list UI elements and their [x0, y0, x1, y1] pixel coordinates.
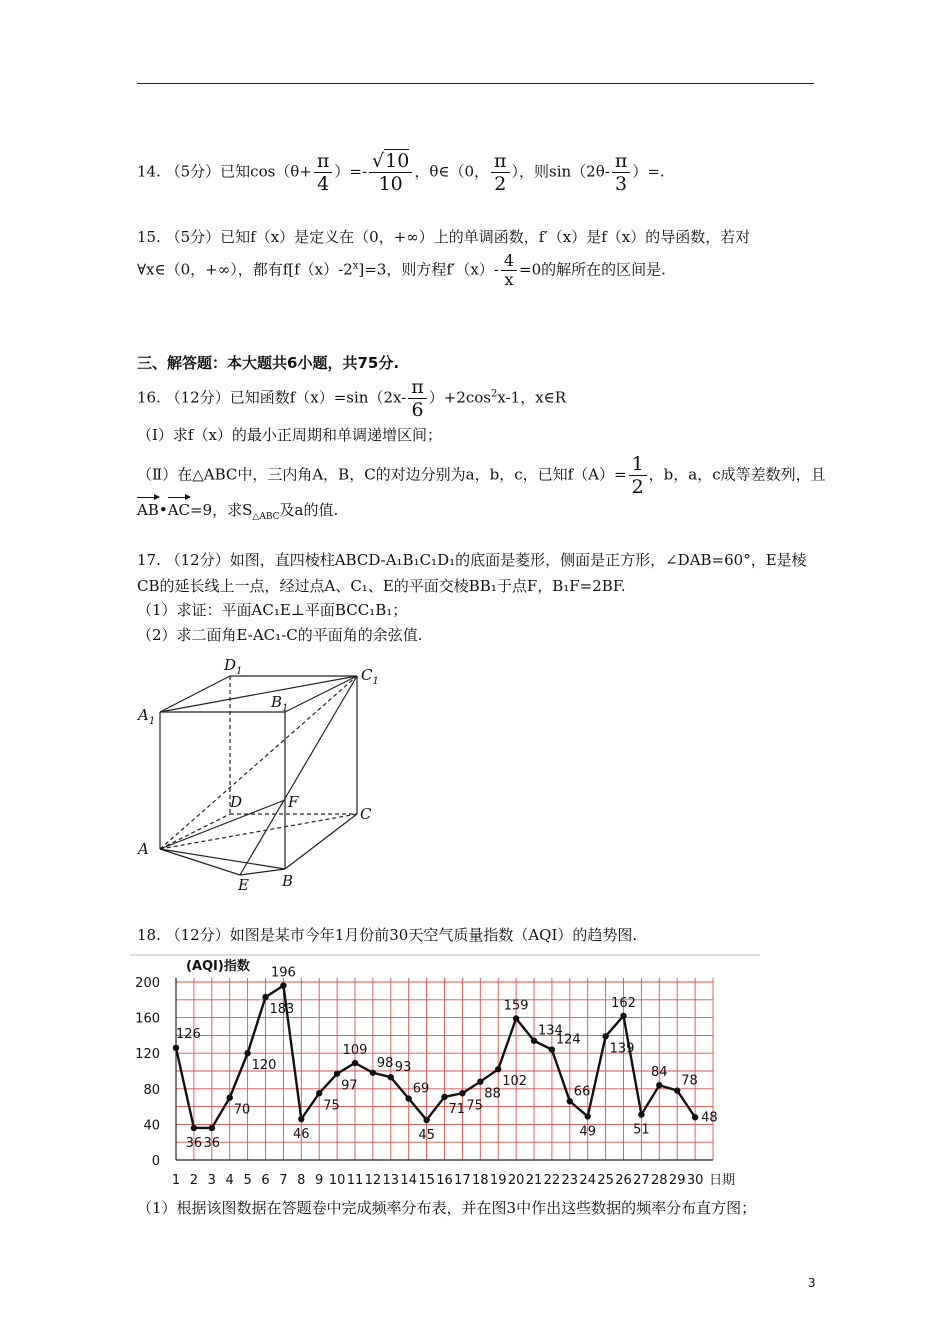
x-tick-label: 6 — [261, 1173, 270, 1188]
segment-a-e — [160, 849, 240, 875]
label-b: B — [282, 872, 294, 890]
label-b1: $B_1$ — [271, 693, 289, 714]
data-label: 124 — [555, 1032, 581, 1048]
data-label: 49 — [579, 1124, 596, 1140]
y-tick-label: 40 — [143, 1118, 160, 1134]
data-point — [620, 1013, 626, 1019]
edge-a-b — [160, 849, 285, 869]
data-point — [602, 1033, 608, 1039]
question-17-line-1: 17. （12分）如图，直四棱柱ABCD-A₁B₁C₁D₁的底面是菱形，侧面是正方形，∠DAB=60°，E是棱 — [137, 551, 807, 569]
edge-b-c — [285, 814, 357, 869]
x-tick-label: 30 — [686, 1173, 704, 1188]
data-point — [495, 1066, 501, 1072]
data-label: 45 — [418, 1127, 435, 1143]
question-16-line-1: 16. （12分）已知函数f（x）=sin（2x- $\frac{\pi}{6}$ ）$+2\cos^2x-1$，x∈R — [137, 376, 567, 421]
data-point — [638, 1111, 644, 1117]
fraction-pi-over-3: $\frac{\pi}{3}$ — [612, 150, 631, 195]
x-tick-label: 14 — [400, 1173, 417, 1188]
x-tick-label: 26 — [615, 1173, 632, 1188]
data-label: 36 — [203, 1135, 221, 1151]
question-16-part-1: （Ⅰ）求f（x）的最小正周期和单调递增区间； — [137, 426, 442, 444]
question-15-line-1: 15. （5分）已知f（x）是定义在（0，+∞）上的单调函数，f′（x）是f（x）的导函数，若对 — [137, 228, 751, 246]
data-label: 196 — [270, 965, 296, 981]
question-17-line-2: CB的延长线上一点，经过点A、C₁、E的平面交棱BB₁于点F，B₁F=2BF. — [137, 577, 626, 595]
fraction-sqrt10-over-10: $\frac{√10}{10}$ — [369, 150, 412, 195]
x-tick-label: 16 — [436, 1173, 453, 1188]
fraction-one-half: $\frac{1}{2}$ — [629, 453, 647, 498]
data-point — [334, 1070, 340, 1076]
y-tick-label: 160 — [135, 1011, 160, 1027]
y-tick-label: 0 — [151, 1154, 160, 1169]
edge-a-d — [160, 814, 230, 849]
fraction-pi-over-2: $\frac{\pi}{2}$ — [491, 150, 510, 195]
data-point — [692, 1114, 698, 1120]
data-point — [549, 1046, 555, 1052]
data-point — [370, 1070, 376, 1076]
y-tick-label: 200 — [135, 976, 160, 991]
data-label: 69 — [412, 1081, 430, 1097]
x-tick-label: 2 — [189, 1173, 199, 1188]
data-point — [388, 1074, 394, 1080]
data-point — [262, 994, 268, 1000]
x-tick-label: 21 — [525, 1173, 543, 1188]
data-label: 126 — [176, 1026, 201, 1042]
label-a1: $A_1$ — [138, 706, 156, 727]
data-label: 88 — [484, 1086, 501, 1102]
data-label: 102 — [502, 1074, 528, 1090]
x-tick-label: 22 — [543, 1173, 561, 1188]
y-axis-label: (AQI)指数 — [186, 959, 250, 974]
question-18-part-1: （1）根据该图数据在答题卷中完成频率分布表，并在图3中作出这些数据的频率分布直方图； — [137, 1199, 757, 1217]
x-tick-label: 11 — [346, 1173, 364, 1188]
data-point — [209, 1125, 215, 1131]
fraction-pi-over-6: $\frac{\pi}{6}$ — [408, 376, 427, 421]
x-tick-label: 15 — [418, 1173, 435, 1188]
data-label: 36 — [185, 1135, 203, 1151]
x-tick-label: 24 — [579, 1173, 596, 1188]
x-tick-label: 3 — [207, 1173, 216, 1188]
label-c: C — [360, 805, 372, 823]
x-tick-label: 10 — [328, 1173, 346, 1188]
data-point — [298, 1116, 304, 1122]
question-18-line-1: 18. （12分）如图是某市今年1月份前30天空气质量指数（AQI）的趋势图. — [137, 926, 638, 944]
question-15-line-2: ∀x∈（0，+∞），都有$f[f(x)-2^x]=3$，则方程f′（x）- $\frac{4}{x}$ =0的解所在的区间是. — [137, 251, 666, 289]
data-point — [191, 1125, 197, 1131]
x-tick-label: 8 — [297, 1173, 306, 1188]
question-16-line-4: AB•AC=9，求$S_{\triangle ABC}$及a的值. — [137, 501, 339, 522]
data-point — [656, 1082, 662, 1088]
label-c1: $C_1$ — [361, 666, 379, 687]
data-point — [227, 1095, 233, 1101]
data-label: 93 — [394, 1060, 412, 1076]
fraction-4-over-x: $\frac{4}{x}$ — [501, 252, 517, 289]
label-a: A — [138, 840, 149, 858]
question-17-part-1: （1）求证：平面AC₁E⊥平面BCC₁B₁； — [137, 601, 408, 619]
data-point — [674, 1087, 680, 1093]
x-tick-label: 13 — [382, 1173, 400, 1188]
segment-e-b — [240, 869, 285, 875]
x-tick-label: 1 — [171, 1173, 181, 1188]
data-label: 66 — [573, 1084, 591, 1100]
data-label: 78 — [681, 1073, 698, 1089]
vector-ab: AB — [137, 501, 159, 519]
data-point — [585, 1113, 591, 1119]
data-point — [441, 1094, 447, 1100]
data-label: 97 — [341, 1078, 358, 1094]
data-label: 75 — [323, 1098, 340, 1114]
data-label: 84 — [651, 1065, 668, 1081]
data-label: 109 — [342, 1042, 368, 1058]
x-tick-label: 4 — [225, 1173, 234, 1188]
data-point — [459, 1090, 465, 1096]
x-tick-label: 9 — [315, 1173, 324, 1188]
data-label: 120 — [251, 1058, 277, 1074]
prism-figure — [130, 652, 390, 897]
question-16-part-2: （Ⅱ）在△ABC中，三内角A，B，C的对边分别为a，b，c，已知f（A）= $\frac{1}{2}$ ，b，a，c成等差数列，且 — [137, 453, 826, 498]
section-3-heading: 三、解答题：本大题共6小题，共75分. — [137, 354, 400, 372]
data-label: 183 — [269, 1002, 295, 1018]
x-tick-label: 25 — [597, 1173, 614, 1188]
header-rule — [137, 83, 814, 84]
x-tick-label: 28 — [651, 1173, 668, 1188]
y-tick-label: 80 — [143, 1082, 160, 1098]
data-label: 98 — [376, 1055, 394, 1071]
label-e: E — [238, 876, 249, 894]
fraction-pi-over-4: $\frac{\pi}{4}$ — [314, 150, 333, 195]
data-point — [280, 982, 286, 988]
edge-a1-d1 — [160, 676, 230, 712]
segment-a-c1 — [160, 676, 357, 849]
data-point — [531, 1038, 537, 1044]
vector-ac: AC — [167, 501, 191, 519]
x-tick-label: 19 — [489, 1173, 507, 1188]
segment-a1-c1 — [160, 676, 357, 712]
data-label: 71 — [448, 1101, 466, 1117]
data-label: 139 — [609, 1041, 635, 1057]
data-label: 75 — [466, 1098, 483, 1114]
x-tick-label: 18 — [472, 1173, 489, 1188]
x-tick-label: 12 — [364, 1173, 382, 1188]
x-axis-label: 日期 — [709, 1173, 736, 1188]
data-label: 51 — [633, 1122, 650, 1138]
data-point — [423, 1117, 429, 1123]
x-tick-label: 29 — [668, 1173, 686, 1188]
data-point — [244, 1050, 250, 1056]
question-14: 14. （5分）已知cos（θ+ $\frac{\pi}{4}$ ）=- $\frac{√10}{10}$ ，θ∈（0， $\frac{\pi}{2}$ ），则sin（2θ- $\frac{\pi}{3}$ ）=. — [137, 150, 665, 195]
data-label: 48 — [701, 1110, 718, 1126]
data-point — [567, 1098, 573, 1104]
x-tick-label: 7 — [279, 1173, 288, 1188]
x-tick-label: 5 — [243, 1173, 252, 1188]
data-point — [406, 1095, 412, 1101]
data-point — [352, 1060, 358, 1066]
data-label: 46 — [293, 1127, 310, 1143]
x-tick-label: 20 — [507, 1173, 525, 1188]
data-label: 162 — [611, 995, 636, 1011]
data-point — [316, 1090, 322, 1096]
label-f: F — [288, 793, 299, 811]
y-tick-label: 120 — [135, 1047, 160, 1063]
data-point — [477, 1078, 483, 1084]
question-17-part-2: （2）求二面角E-AC₁-C的平面角的余弦值. — [137, 626, 423, 644]
x-tick-label: 27 — [633, 1173, 650, 1188]
data-label: 134 — [538, 1023, 563, 1039]
x-tick-label: 17 — [454, 1173, 471, 1188]
label-d1: $D_1$ — [224, 656, 243, 677]
data-label: 159 — [503, 998, 529, 1014]
data-point — [513, 1015, 519, 1021]
segment-a-f — [160, 800, 285, 849]
aqi-trend-chart — [130, 952, 770, 1192]
label-d: D — [230, 793, 243, 811]
x-tick-label: 23 — [561, 1173, 579, 1188]
data-point — [173, 1045, 179, 1051]
data-label: 70 — [233, 1102, 251, 1118]
page-number: 3 — [808, 1276, 816, 1290]
